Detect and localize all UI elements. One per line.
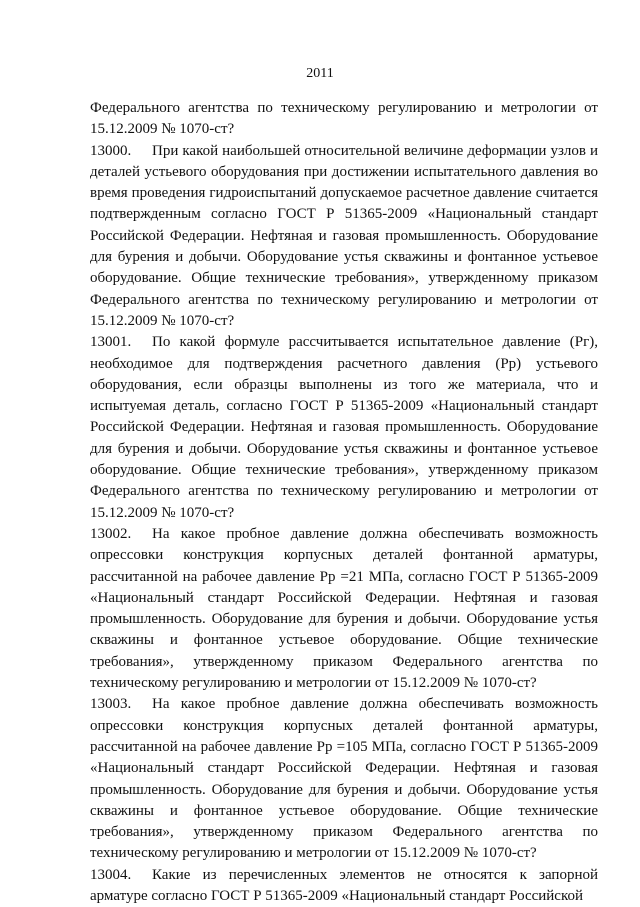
question-13002 [90, 524, 598, 694]
question-number: 13001. [90, 334, 132, 351]
document-body [90, 98, 598, 907]
question-number: 13004. [90, 866, 132, 883]
paragraph-text: Федерального агентства по техническому регулированию и метрологии от 15.12.2009 № 1070-ст? [90, 100, 598, 138]
question-text: По какой формуле рассчитывается испытательное давление (Рг), необходимое для подтверждения расчетного давления (Рр) устьевого оборудования, если образцы выполнены из того же материала, что и испытуемая деталь, согласно ГОСТ Р 51365-2009 «Национальный стандарт Российской Федерации. Нефтяная и газовая промышленность. Оборудование для бурения и добычи. Оборудование устья скважины и фонтанное устьевое оборудование. Общие технические требования», утвержденному приказом Федерального агентства по техническому регулированию и метрологии от 15.12.2009 № 1070-ст? [90, 334, 598, 521]
question-text: На какое пробное давление должна обеспечивать возможность опрессовки конструкция корпусных деталей фонтанной арматуры, рассчитанной на рабочее давление Рр =105 МПа, согласно ГОСТ Р 51365-2009 «Национальный стандарт Российской Федерации. Нефтяная и газовая промышленность. Оборудование для бурения и добычи. Оборудование устья скважины и фонтанное устьевое оборудование. Общие технические требования», утвержденному приказом Федерального агентства по техническому регулированию и метрологии от 15.12.2009 № 1070-ст? [90, 696, 598, 862]
question-text: Какие из перечисленных элементов не относятся к запорной арматуре согласно ГОСТ Р 51365-2009 «Национальный стандарт Российской [90, 866, 598, 904]
question-number: 13000. [90, 142, 132, 159]
question-13000 [90, 141, 598, 333]
question-number: 13002. [90, 525, 132, 542]
question-text: При какой наибольшей относительной величине деформации узлов и деталей устьевого оборудования при достижении испытательного давления во время проведения гидроиспытаний допускаемое расчетное давление считается подтвержденным согласно ГОСТ Р 51365-2009 «Национальный стандарт Российской Федерации. Нефтяная и газовая промышленность. Оборудование для бурения и добычи. Оборудование устья скважины и фонтанное устьевое оборудование. Общие технические требования», утвержденному приказом Федерального агентства по техническому регулированию и метрологии от 15.12.2009 № 1070-ст? [90, 142, 598, 329]
question-text: На какое пробное давление должна обеспечивать возможность опрессовки конструкция корпусных деталей фонтанной арматуры, рассчитанной на рабочее давление Рр =21 МПа, согласно ГОСТ Р 51365-2009 «Национальный стандарт Российской Федерации. Нефтяная и газовая промышленность. Оборудование для бурения и добычи. Оборудование устья скважины и фонтанное устьевое оборудование. Общие технические требования», утвержденному приказом Федерального агентства по техническому регулированию и метрологии от 15.12.2009 № 1070-ст? [90, 525, 598, 692]
question-number: 13003. [90, 696, 132, 713]
paragraph-continuation [90, 98, 598, 141]
question-13003 [90, 694, 598, 864]
question-13004 [90, 865, 598, 907]
question-13001 [90, 332, 598, 524]
page-number: 2011 [306, 66, 334, 81]
